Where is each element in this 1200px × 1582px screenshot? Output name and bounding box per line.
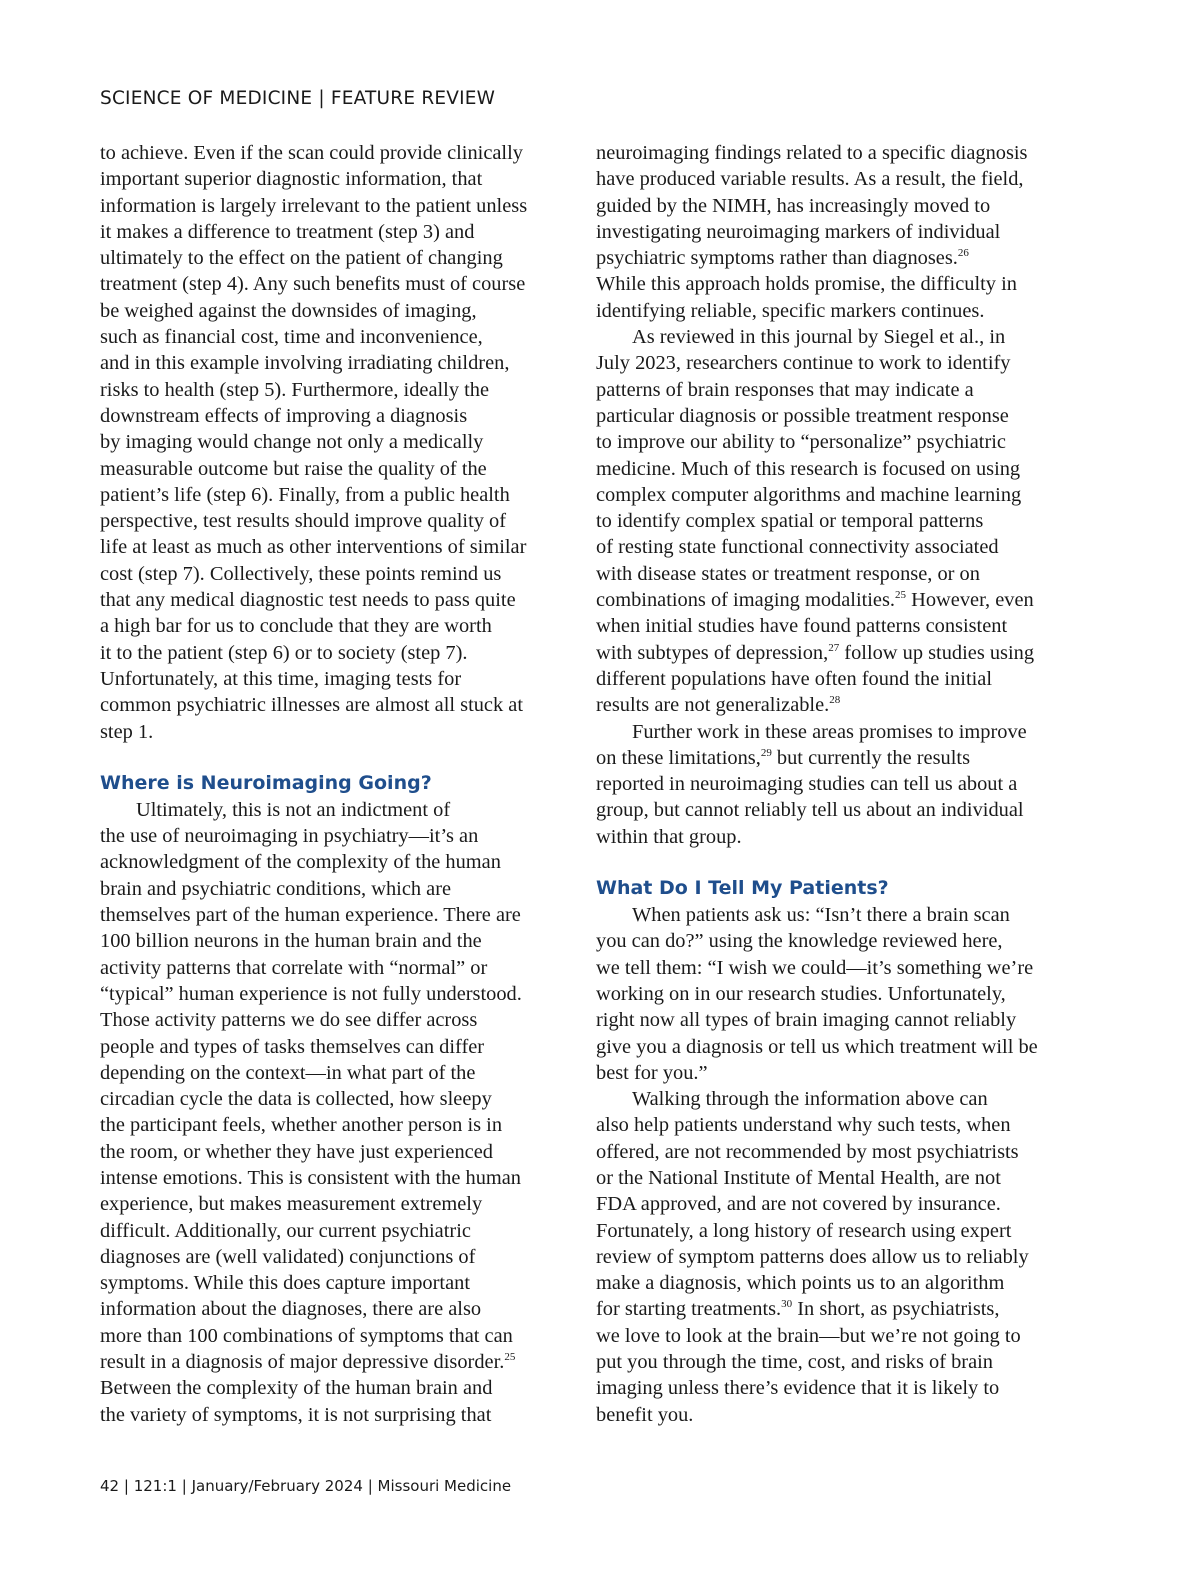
text-line: risks to health (step 5). Furthermore, ideally the <box>100 378 490 401</box>
text-line: step 1. <box>100 720 154 743</box>
text-fragment: result in a diagnosis of major depressive disorder. <box>100 1351 505 1374</box>
text-line: acknowledgment of the complexity of the human <box>100 851 501 874</box>
text-line: within that group. <box>596 825 742 848</box>
text-line: themselves part of the human experience. There are <box>100 904 521 927</box>
right-column <box>596 140 1066 1428</box>
text-fragment: In short, as psychiatrists, <box>792 1298 1000 1321</box>
text-line: of resting state functional connectivity associated <box>596 536 999 559</box>
text-line: depending on the context—in what part of the <box>100 1061 476 1084</box>
text-line: July 2023, researchers continue to work to identify <box>596 352 1011 375</box>
citation-ref: 27 <box>828 641 840 654</box>
text-line: complex computer algorithms and machine learning <box>596 483 1022 506</box>
text-line: right now all types of brain imaging cannot reliably <box>596 1009 1017 1032</box>
text-line: medicine. Much of this research is focused on using <box>596 457 1021 480</box>
section-label: SCIENCE OF MEDICINE <box>100 88 313 109</box>
text-fragment: results are not generalizable. <box>596 694 830 717</box>
text-line: it makes a difference to treatment (step 3) and <box>100 220 475 243</box>
text-line: ultimately to the effect on the patient of changing <box>100 247 503 270</box>
text-line: a high bar for us to conclude that they are worth <box>100 615 492 638</box>
text-line: Between the complexity of the human brain and <box>100 1377 493 1400</box>
text-fragment: with subtypes of depression, <box>596 641 829 664</box>
text-line: have produced variable results. As a result, the field, <box>596 168 1024 191</box>
text-line: information is largely irrelevant to the patient unless <box>100 194 528 217</box>
running-footer <box>100 1477 511 1495</box>
text-line: it to the patient (step 6) or to society (step 7). <box>100 641 468 664</box>
text-line: FDA approved, and are not covered by insurance. <box>596 1193 1001 1216</box>
text-line: we tell them: “I wish we could—it’s something we’re <box>596 956 1034 979</box>
text-line: patient’s life (step 6). Finally, from a public health <box>100 483 510 506</box>
text-line: Further work in these areas promises to improve <box>632 720 1027 743</box>
text-line: to improve our ability to “personalize” psychiatric <box>596 431 1006 454</box>
citation-ref: 25 <box>895 589 907 602</box>
text-fragment: psychiatric symptoms rather than diagnoses. <box>596 247 958 270</box>
text-line: patterns of brain responses that may indicate a <box>596 378 974 401</box>
text-line: guided by the NIMH, has increasingly moved to <box>596 194 991 217</box>
text-line: perspective, test results should improve quality of <box>100 510 507 533</box>
text-line: information about the diagnoses, there are also <box>100 1298 482 1321</box>
section-heading-neuroimaging: Where is Neuroimaging Going? <box>100 771 432 794</box>
text-line: benefit you. <box>596 1403 694 1426</box>
text-line: such as financial cost, time and inconvenience, <box>100 326 483 349</box>
text-line: by imaging would change not only a medically <box>100 431 484 454</box>
spacer <box>596 850 1066 874</box>
text-line <box>596 1296 1066 1322</box>
left-column <box>100 140 562 1428</box>
text-line: or the National Institute of Mental Health, are not <box>596 1166 1001 1189</box>
text-line: measurable outcome but raise the quality of the <box>100 457 487 480</box>
text-line: Walking through the information above can <box>632 1088 988 1111</box>
text-line: make a diagnosis, which points us to an algorithm <box>596 1272 1005 1295</box>
text-line: also help patients understand why such tests, when <box>596 1114 1011 1137</box>
text-line: downstream effects of improving a diagnosis <box>100 404 468 427</box>
text-line: While this approach holds promise, the difficulty in <box>596 273 1017 296</box>
text-line <box>596 692 1066 718</box>
text-line: Unfortunately, at this time, imaging tests for <box>100 667 462 690</box>
volume-issue: 121:1 <box>133 1477 177 1495</box>
text-line: best for you.” <box>596 1061 708 1084</box>
text-line <box>596 640 1066 666</box>
text-line: group, but cannot reliably tell us about an individual <box>596 799 1024 822</box>
section-heading-patients: What Do I Tell My Patients? <box>596 877 889 900</box>
journal-name: Missouri Medicine <box>377 1477 512 1495</box>
text-line: working on in our research studies. Unfortunately, <box>596 982 1006 1005</box>
text-line: cost (step 7). Collectively, these points remind us <box>100 562 502 585</box>
text-line: to identify complex spatial or temporal patterns <box>596 510 984 533</box>
text-line: life at least as much as other interventions of similar <box>100 536 527 559</box>
text-line: When patients ask us: “Isn’t there a brain scan <box>632 904 1010 927</box>
citation-ref: 28 <box>829 694 841 707</box>
text-line: diagnoses are (well validated) conjunctions of <box>100 1245 476 1268</box>
text-line: Those activity patterns we do see differ across <box>100 1009 478 1032</box>
header-separator: | <box>318 88 325 109</box>
text-fragment: However, even <box>906 589 1034 612</box>
text-line <box>100 1349 562 1375</box>
text-line: Ultimately, this is not an indictment of <box>136 798 451 821</box>
text-fragment: combinations of imaging modalities. <box>596 589 896 612</box>
text-fragment: follow up studies using <box>839 641 1035 664</box>
text-line: with disease states or treatment response, or on <box>596 562 980 585</box>
text-line: the use of neuroimaging in psychiatry—it’s an <box>100 825 479 848</box>
text-line: important superior diagnostic information, that <box>100 168 483 191</box>
text-line: circadian cycle the data is collected, how sleepy <box>100 1088 492 1111</box>
text-fragment: for starting treatments. <box>596 1298 782 1321</box>
text-line: the participant feels, whether another person is in <box>100 1114 503 1137</box>
text-fragment: on these limitations, <box>596 746 761 769</box>
text-line: we love to look at the brain—but we’re not going to <box>596 1324 1021 1347</box>
text-line: offered, are not recommended by most psychiatrists <box>596 1140 1019 1163</box>
text-line: treatment (step 4). Any such benefits must of course <box>100 273 526 296</box>
text-line: reported in neuroimaging studies can tell us about a <box>596 773 1018 796</box>
text-line: identifying reliable, specific markers continues. <box>596 299 985 322</box>
text-line: and in this example involving irradiating children, <box>100 352 510 375</box>
spacer <box>100 745 562 769</box>
running-header <box>100 88 495 109</box>
text-line: the room, or whether they have just experienced <box>100 1140 493 1163</box>
text-line: neuroimaging findings related to a specific diagnosis <box>596 142 1028 164</box>
text-line: investigating neuroimaging markers of individual <box>596 220 1001 243</box>
citation-ref: 30 <box>781 1298 793 1311</box>
text-line: give you a diagnosis or tell us which treatment will be <box>596 1035 1038 1058</box>
text-line <box>596 587 1066 613</box>
text-line: review of symptom patterns does allow us to reliably <box>596 1245 1029 1268</box>
text-line: to achieve. Even if the scan could provide clinically <box>100 142 523 164</box>
text-line: As reviewed in this journal by Siegel et al., in <box>632 326 1006 349</box>
text-line: put you through the time, cost, and risks of brain <box>596 1351 993 1374</box>
text-line: imaging unless there’s evidence that it is likely to <box>596 1377 1000 1400</box>
text-line: common psychiatric illnesses are almost all stuck at <box>100 694 523 717</box>
text-line: experience, but makes measurement extremely <box>100 1193 483 1216</box>
text-line: intense emotions. This is consistent with the human <box>100 1166 521 1189</box>
citation-ref: 25 <box>504 1351 516 1364</box>
text-line: symptoms. While this does capture important <box>100 1272 470 1295</box>
article-type: FEATURE REVIEW <box>330 88 496 109</box>
issue-date: January/February 2024 <box>191 1477 363 1495</box>
footer-separator: | <box>367 1477 373 1495</box>
text-line: when initial studies have found patterns consistent <box>596 615 1008 638</box>
text-line: you can do?” using the knowledge reviewed here, <box>596 930 1003 953</box>
footer-separator: | <box>181 1477 187 1495</box>
text-line: different populations have often found the initial <box>596 667 993 690</box>
text-line: difficult. Additionally, our current psychiatric <box>100 1219 471 1242</box>
text-line: 100 billion neurons in the human brain and the <box>100 930 482 953</box>
text-line: “typical” human experience is not fully understood. <box>100 982 522 1005</box>
text-line: be weighed against the downsides of imaging, <box>100 299 477 322</box>
text-line: activity patterns that correlate with “normal” or <box>100 956 488 979</box>
text-line: Fortunately, a long history of research using expert <box>596 1219 1012 1242</box>
text-line: more than 100 combinations of symptoms that can <box>100 1324 513 1347</box>
text-fragment: but currently the results <box>771 746 971 769</box>
citation-ref: 26 <box>957 247 969 260</box>
text-line: that any medical diagnostic test needs to pass quite <box>100 589 516 612</box>
page-number: 42 <box>100 1477 120 1495</box>
footer-separator: | <box>123 1477 129 1495</box>
text-line <box>596 245 1066 271</box>
text-line: the variety of symptoms, it is not surprising that <box>100 1403 492 1426</box>
text-line: people and types of tasks themselves can differ <box>100 1035 485 1058</box>
text-line: brain and psychiatric conditions, which are <box>100 877 452 900</box>
text-line <box>596 745 1066 771</box>
citation-ref: 29 <box>760 746 772 759</box>
text-line: particular diagnosis or possible treatment response <box>596 404 1009 427</box>
